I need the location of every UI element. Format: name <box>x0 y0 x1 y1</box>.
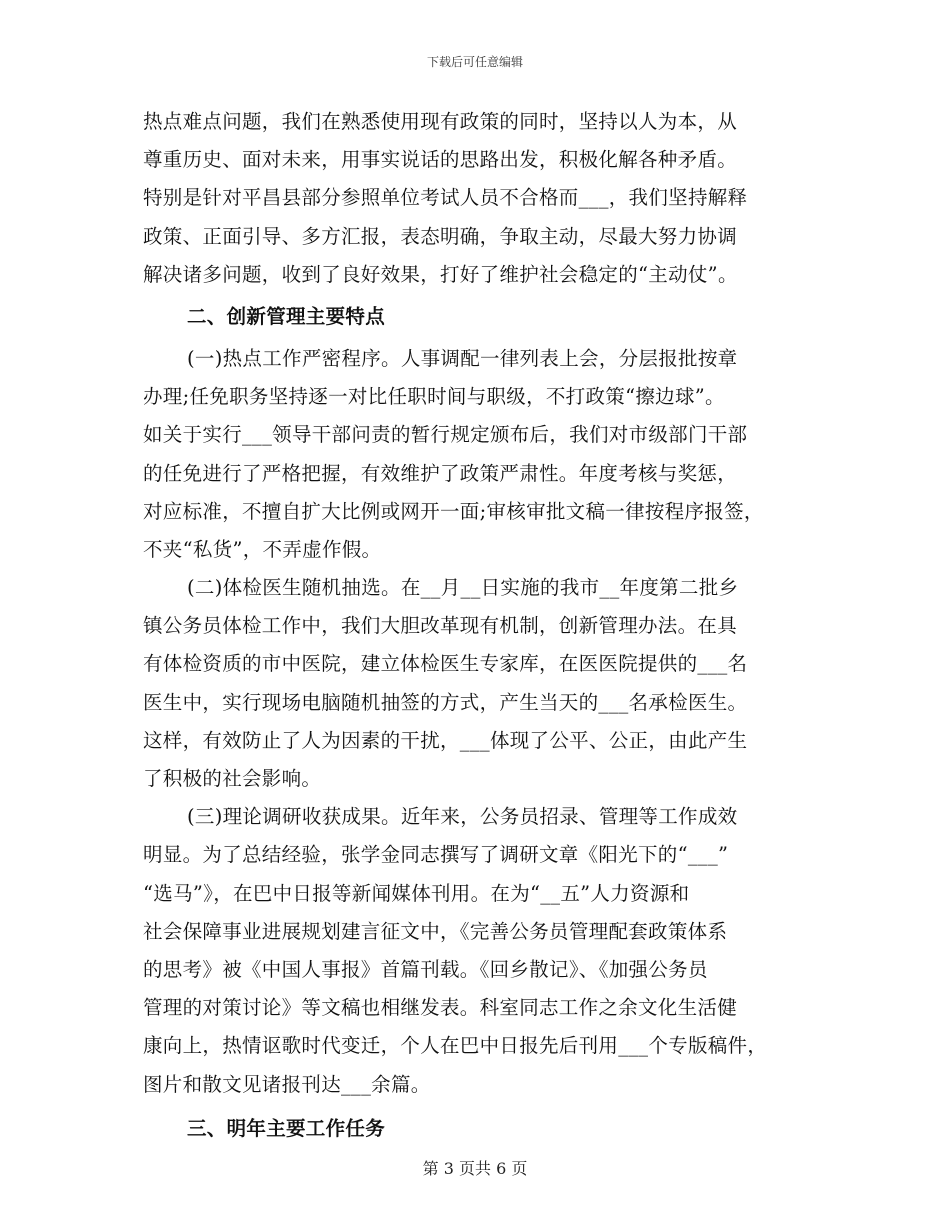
body-line: 特别是针对平昌县部分参照单位考试人员不合格而___，我们坚持解释 <box>143 186 748 210</box>
body-line: 这样，有效防止了人为因素的干扰，___体现了公平、公正，由此产生 <box>143 728 748 752</box>
body-line: 对应标准，不擅自扩大比例或网开一面;审核审批文稿一律按程序报签， <box>143 499 764 523</box>
body-line: 明显。为了总结经验，张学金同志撰写了调研文章《阳光下的“___” <box>143 843 729 867</box>
body-line: 有体检资质的市中医院，建立体检医生专家库，在医医院提供的___名 <box>143 652 748 676</box>
body-line: 不夹“私货”，不弄虚作假。 <box>143 537 382 561</box>
body-line: 如关于实行___领导干部问责的暂行规定颁布后，我们对市级部门干部 <box>143 423 748 447</box>
body-line: 政策、正面引导、多方汇报，表态明确，争取主动，尽最大努力协调 <box>143 224 738 248</box>
body-line: 康向上，热情讴歌时代变迁，个人在巴中日报先后刊用___个专版稿件， <box>143 1034 768 1058</box>
paragraph-start-line: (二)体检医生随机抽选。在__月__日实施的我市__年度第二批乡 <box>187 576 739 600</box>
body-line: 了积极的社会影响。 <box>143 767 322 790</box>
body-line: 社会保障事业进展规划建言征文中，《完善公务员管理配套政策体系 <box>143 919 728 943</box>
body-line: “选马”》，在巴中日报等新闻媒体刊用。在为“__五”人力资源和 <box>143 881 690 905</box>
body-line: 的任免进行了严格把握，有效维护了政策严肃性。年度考核与奖惩， <box>143 461 738 485</box>
paragraph-start-line: (三)理论调研收获成果。近年来，公务员招录、管理等工作成效 <box>187 805 738 829</box>
body-line: 医生中，实行现场电脑随机抽签的方式，产生当天的___名承检医生。 <box>143 690 748 714</box>
body-line: 图片和散文见诸报刊达___余篇。 <box>143 1072 431 1096</box>
body-line: 热点难点问题，我们在熟悉使用现有政策的同时，坚持以人为本，从 <box>143 110 738 133</box>
section-heading: 三、明年主要工作任务 <box>187 1116 386 1140</box>
page-number: 第 3 页共 6 页 <box>422 1159 528 1178</box>
section-heading: 二、创新管理主要特点 <box>187 304 386 328</box>
body-line: 的思考》被《中国人事报》首篇刊载。《回乡散记》、《加强公务员 <box>143 957 708 981</box>
body-line: 管理的对策讨论》等文稿也相继发表。科室同志工作之余文化生活健 <box>143 996 738 1020</box>
body-line: 尊重历史、面对未来，用事实说话的思路出发，积极化解各种矛盾。 <box>143 148 738 172</box>
body-line: 解决诸多问题，收到了良好效果，打好了维护社会稳定的“主动仗”。 <box>143 262 738 286</box>
body-line: 镇公务员体检工作中，我们大胆改革现有机制，创新管理办法。在具 <box>143 614 738 638</box>
page-header: 下载后可任意编辑 <box>426 55 523 69</box>
body-line: 办理;任免职务坚持逐一对比任职时间与职级，不打政策“擦边球”。 <box>143 385 725 409</box>
document-body <box>143 103 823 1152</box>
paragraph-start-line: (一)热点工作严密程序。人事调配一律列表上会，分层报批按章 <box>187 346 738 370</box>
